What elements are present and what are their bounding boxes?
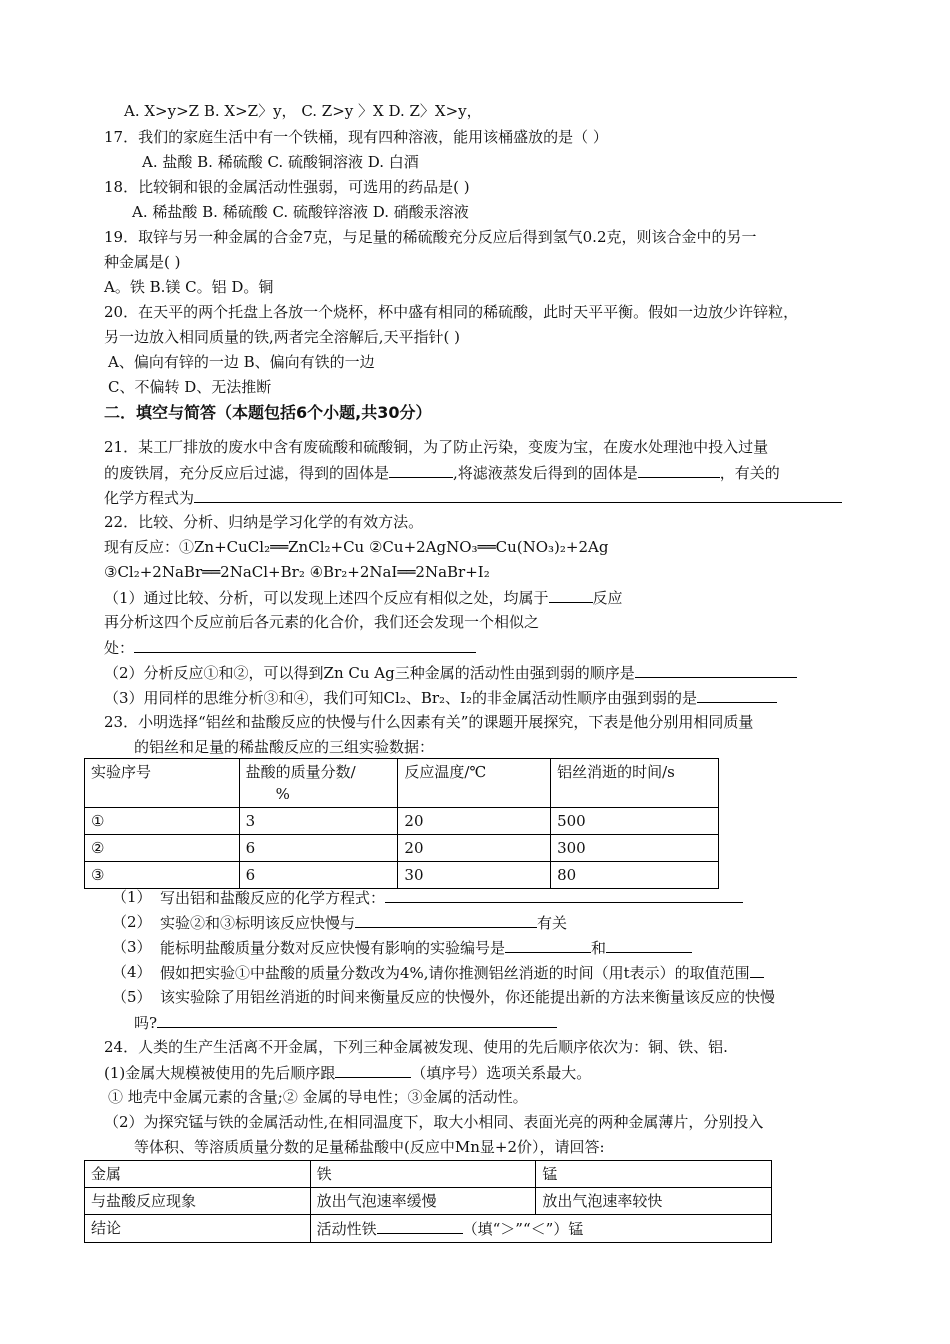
q21-text-a: 的废铁屑，充分反应后过滤，得到的固体是 (104, 464, 390, 482)
q23-blank-exp-1[interactable] (505, 936, 591, 953)
q19-stem-line2: 种金属是( ) (104, 253, 181, 271)
q20-stem-line2: 另一边放入相同质量的铁,两者完全溶解后,天平指针( ) (104, 328, 461, 346)
q21-blank-solid[interactable] (389, 461, 453, 478)
table-cell: 20 (398, 835, 551, 862)
q24-sub2-line2: 等体积、等溶质质量分数的足量稀盐酸中(反应中Mn显+2价），请回答: (134, 1138, 605, 1156)
q24-line1: 24．人类的生产生活离不开金属，下列三种金属被发现、使用的先后顺序依次为：铜、铁、铝. (104, 1038, 728, 1056)
section-2-heading: 二．填空与简答（本题包括6个小题,共30分） (104, 403, 432, 422)
header-cell: 铝丝消逝的时间/s (551, 759, 719, 808)
q21-text-c: ，有关的 (719, 464, 780, 482)
table-cell: 3 (239, 808, 398, 835)
q24-metal-table (84, 1160, 772, 1243)
table-cell-conclusion (310, 1215, 771, 1243)
q22-sub2-text: （2）分析反应①和②，可以得到Zn Cu Ag三种金属的活动性由强到弱的顺序是 (104, 664, 635, 682)
header-cell: 实验序号 (85, 759, 240, 808)
table-row (85, 1188, 772, 1215)
q23-blank-exp-2[interactable] (606, 936, 692, 953)
q21-blank-filtrate[interactable] (638, 461, 720, 478)
q19-options: A。铁 B.镁 C。铝 D。铜 (104, 278, 274, 296)
q21-text-d: 化学方程式为 (104, 489, 195, 507)
header-cell (239, 759, 398, 808)
table-row (85, 1215, 772, 1243)
q22-blank-similarity[interactable] (134, 636, 476, 653)
q23-sub3-text-b: 和 (591, 939, 607, 957)
q22-sub1-line1 (104, 586, 623, 609)
table-cell: 30 (398, 862, 551, 889)
q20-options-cd: C、不偏转 D、无法推断 (108, 378, 272, 396)
q18-options: A. 稀盐酸 B. 稀硫酸 C. 硫酸锌溶液 D. 硝酸汞溶液 (132, 203, 469, 221)
q24-sub1-text-b: （填序号）选项关系最大。 (411, 1064, 592, 1082)
q21-line3 (104, 486, 842, 509)
q23-sub5-line2 (134, 1011, 557, 1034)
q23-sub1-num: （1） (112, 888, 152, 906)
q22-sub1-line2: 再分析这四个反应前后各元素的化合价，我们还会发现一个相似之 (104, 613, 540, 631)
q23-sub3 (160, 936, 692, 959)
table-header-row (85, 1161, 772, 1188)
q21-line2 (104, 461, 780, 484)
q18-stem: 18．比较铜和银的金属活动性强弱，可选用的药品是( ) (104, 178, 470, 196)
table-cell: 结论 (85, 1215, 311, 1243)
q23-blank-factor[interactable] (355, 911, 537, 928)
q21-line1: 21．某工厂排放的废水中含有废硫酸和硫酸铜，为了防止污染，变废为宝，在废水处理池中投入过量 (104, 438, 769, 456)
q24-blank-option[interactable] (335, 1061, 411, 1078)
header-cell: 金属 (85, 1161, 311, 1188)
q23-blank-equation[interactable] (385, 886, 743, 903)
table-cell: 放出气泡速率较快 (536, 1188, 772, 1215)
q23-line2: 的铝丝和足量的稀盐酸反应的三组实验数据： (134, 738, 435, 756)
q23-sub4-num: （4） (112, 963, 152, 981)
q22-blank-metal-order[interactable] (635, 661, 797, 678)
q23-sub2 (160, 911, 567, 934)
q17-options: A. 盐酸 B. 稀硫酸 C. 硫酸铜溶液 D. 白酒 (142, 153, 419, 171)
q22-sub1-text-a: （1）通过比较、分析，可以发现上述四个反应有相似之处，均属于 (104, 589, 549, 607)
header-cell: 反应温度/℃ (398, 759, 551, 808)
table-cell: ③ (85, 862, 240, 889)
q22-intro: 22．比较、分析、归纳是学习化学的有效方法。 (104, 513, 424, 531)
q22-reactions-2: ③Cl₂+2NaBr══2NaCl+Br₂ ④Br₂+2NaI══2NaBr+I₂ (104, 563, 490, 581)
table-cell: 300 (551, 835, 719, 862)
q24-sub2-line1: （2）为探究锰与铁的金属活动性,在相同温度下，取大小相同、表面光亮的两种金属薄片，分别投入 (104, 1113, 764, 1131)
q23-sub5-line1: 该实验除了用铝丝消逝的时间来衡量反应的快慢外，你还能提出新的方法来衡量该反应的快慢 (160, 988, 776, 1006)
q22-sub2 (104, 661, 797, 684)
table-row (85, 808, 719, 835)
table-header-row (85, 759, 719, 808)
q23-sub4-text: 假如把实验①中盐酸的质量分数改为4%,请你推测铝丝消逝的时间（用t表示）的取值范围 (160, 964, 750, 982)
q23-line1: 23．小明选择“铝丝和盐酸反应的快慢与什么因素有关”的课题开展探究，下表是他分别用相同质量 (104, 713, 754, 731)
q23-sub3-num: （3） (112, 938, 152, 956)
q21-blank-equation[interactable] (194, 486, 842, 503)
table-cell: 80 (551, 862, 719, 889)
q24-sub1-options: ① 地壳中金属元素的含量;② 金属的导电性；③金属的活动性。 (108, 1088, 528, 1106)
conclusion-text-b: （填“＞”“＜”）锰 (462, 1220, 584, 1238)
q22-blank-reaction-type[interactable] (549, 586, 593, 603)
q24-sub1 (104, 1061, 591, 1084)
q23-sub5-num: （5） (112, 988, 152, 1006)
header-cell: 锰 (536, 1161, 772, 1188)
q24-blank-compare[interactable] (377, 1217, 463, 1234)
q23-sub2-text-b: 有关 (537, 914, 568, 932)
table-cell: ① (85, 808, 240, 835)
table-cell: 20 (398, 808, 551, 835)
table-row (85, 835, 719, 862)
q23-data-table (84, 758, 719, 889)
q22-blank-nonmetal-order[interactable] (697, 686, 777, 703)
q17-stem: 17．我们的家庭生活中有一个铁桶，现有四种溶液，能用该桶盛放的是（ ） (104, 128, 608, 146)
q20-options-ab: A、偏向有锌的一边 B、偏向有铁的一边 (108, 353, 375, 371)
q22-sub3-text: （3）用同样的思维分析③和④，我们可知Cl₂、Br₂、I₂的非金属活动性顺序由强到弱的是 (104, 689, 697, 707)
table-cell: ② (85, 835, 240, 862)
q23-blank-time-range[interactable] (750, 961, 764, 978)
q22-sub1-text-d: 处： (104, 639, 135, 657)
table-cell: 放出气泡速率缓慢 (310, 1188, 536, 1215)
header-cell: 铁 (310, 1161, 536, 1188)
table-cell: 与盐酸反应现象 (85, 1188, 311, 1215)
q21-text-b: ,将滤液蒸发后得到的固体是 (453, 464, 638, 482)
header-concentration-unit: % (275, 785, 290, 803)
q23-sub1-text: 写出铝和盐酸反应的化学方程式： (160, 889, 386, 907)
table-cell: 500 (551, 808, 719, 835)
q23-sub4 (160, 961, 764, 984)
q24-sub1-text-a: (1)金属大规模被使用的先后顺序跟 (104, 1064, 336, 1082)
q23-sub5-text-b: 吗? (134, 1014, 158, 1032)
q23-blank-new-method[interactable] (157, 1011, 557, 1028)
q23-sub1 (160, 886, 743, 909)
q23-sub3-text-a: 能标明盐酸质量分数对反应快慢有影响的实验编号是 (160, 939, 506, 957)
q20-stem-line1: 20．在天平的两个托盘上各放一个烧杯，杯中盛有相同的稀硫酸，此时天平平衡。假如一边放少许锌粒， (104, 303, 799, 321)
q22-sub1-text-b: 反应 (592, 589, 623, 607)
table-cell: 6 (239, 862, 398, 889)
q19-stem-line1: 19．取锌与另一种金属的合金7克，与足量的稀硫酸充分反应后得到氢气0.2克，则该合金中的另一 (104, 228, 757, 246)
table-row (85, 862, 719, 889)
q16-options: A. X>y>Z B. X>Z〉y， C. Z>y 〉X D. Z〉X>y， (124, 102, 482, 120)
table-cell: 6 (239, 835, 398, 862)
q22-reactions-1: 现有反应：①Zn+CuCl₂══ZnCl₂+Cu ②Cu+2AgNO₃══Cu(NO₃)₂+2Ag (104, 538, 609, 556)
q23-sub2-text-a: 实验②和③标明该反应快慢与 (160, 914, 356, 932)
q22-sub1-line3 (104, 636, 476, 659)
q22-sub3 (104, 686, 777, 709)
header-concentration: 盐酸的质量分数/ (245, 763, 356, 781)
conclusion-text-a: 活动性铁 (316, 1220, 377, 1238)
q23-sub2-num: （2） (112, 913, 152, 931)
